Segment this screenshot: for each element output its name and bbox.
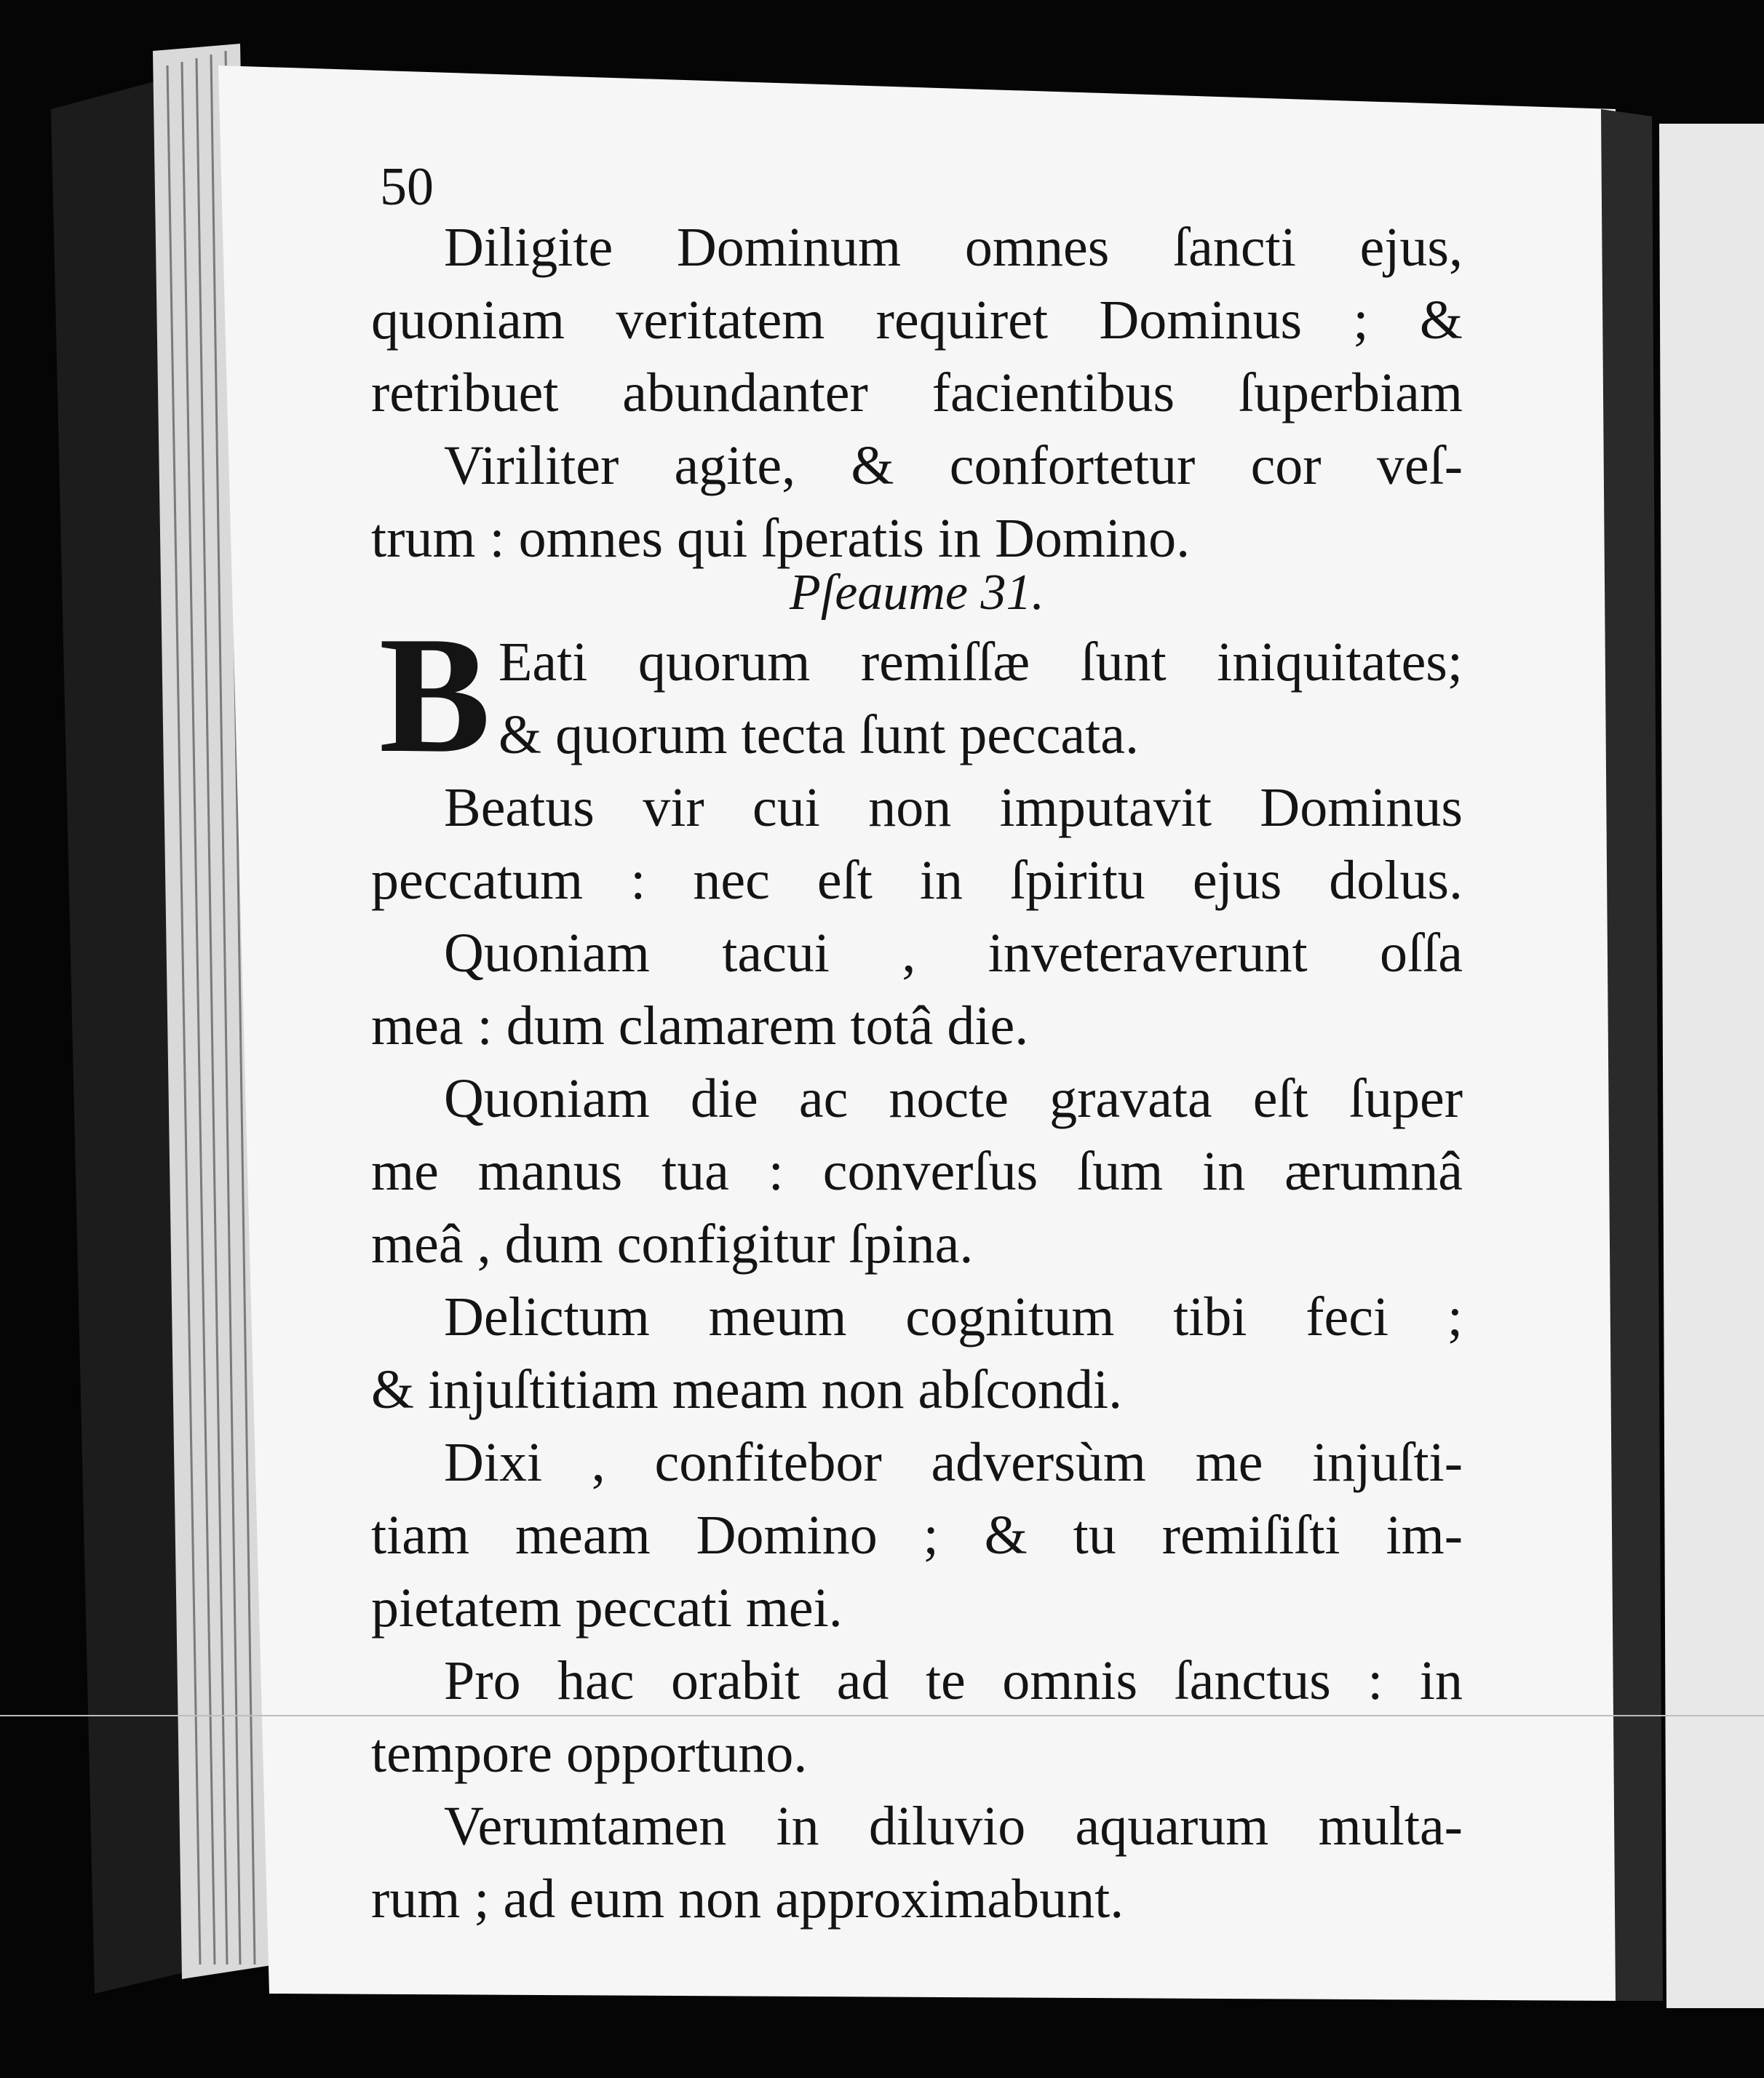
text-line: Eati quorum remiſſæ ſunt iniquitates; xyxy=(498,632,1463,693)
text-line: tiam meam Domino ; & tu remiſiſti im- xyxy=(371,1505,1463,1566)
text-line: Verumtamen in diluvio aquarum multa- xyxy=(444,1796,1463,1857)
text-line: pietatem peccati mei. xyxy=(371,1577,843,1639)
page-number: 50 xyxy=(380,157,434,217)
text-line: retribuet abundanter facientibus ſuperbiam xyxy=(371,362,1463,423)
text-line: meâ , dum configitur ſpina. xyxy=(371,1214,974,1275)
text-line: Quoniam die ac nocte gravata eſt ſuper xyxy=(444,1068,1463,1129)
text-line: Pro hac orabit ad te omnis ſanctus : in xyxy=(444,1650,1463,1711)
text-line: me manus tua : converſus ſum in ærumnâ xyxy=(371,1141,1463,1202)
facing-page xyxy=(1659,124,1764,2008)
text-line: trum : omnes qui ſperatis in Domino. xyxy=(371,508,1191,569)
text-line: rum ; ad eum non approximabunt. xyxy=(371,1868,1124,1930)
psalm-heading: Pſeaume 31. xyxy=(790,565,1044,621)
text-line: peccatum : nec eſt in ſpiritu ejus dolus. xyxy=(371,850,1463,911)
text-line: Diligite Dominum omnes ſancti ejus, xyxy=(444,217,1463,278)
text-line: & injuſtitiam meam non abſcondi. xyxy=(371,1359,1123,1420)
text-line: tempore opportuno. xyxy=(371,1723,808,1784)
drop-cap-letter: B xyxy=(378,602,491,787)
page-text xyxy=(371,157,1463,1930)
text-line: Quoniam tacui , inveteraverunt oſſa xyxy=(444,923,1463,984)
text-line: Beatus vir cui non imputavit Dominus xyxy=(444,777,1463,838)
text-line: quoniam veritatem requiret Dominus ; & xyxy=(371,290,1463,351)
text-line: Delictum meum cognitum tibi feci ; xyxy=(444,1286,1463,1347)
text-line: & quorum tecta ſunt peccata. xyxy=(498,704,1139,765)
text-line: Viriliter agite, & confortetur cor veſ- xyxy=(444,435,1463,496)
text-line: mea : dum clamarem totâ die. xyxy=(371,995,1029,1056)
text-line: Dixi , confitebor adversùm me injuſti- xyxy=(444,1432,1463,1493)
